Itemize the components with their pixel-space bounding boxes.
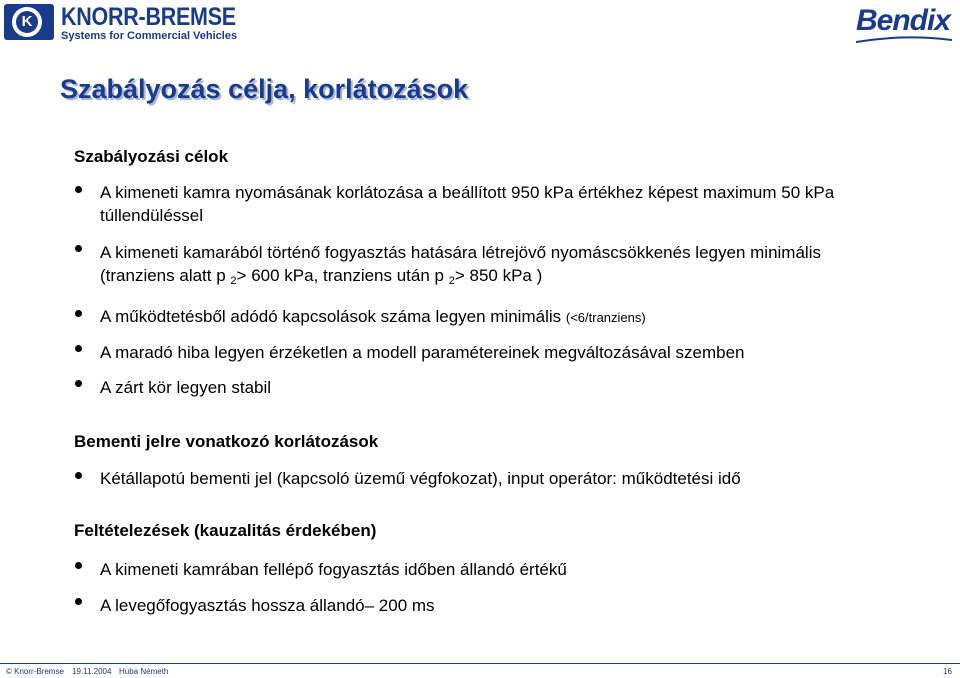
footer-date: 19.11.2004 — [72, 667, 112, 676]
input-constraints-item-1: Kétállapotú bementi jel (kapcsoló üzemű végfokozat), input operátor: működtetési idő — [100, 469, 741, 488]
bullet-icon — [75, 345, 82, 352]
bullet-icon — [75, 380, 82, 387]
bendix-logo-swoosh-icon — [856, 36, 952, 44]
bullet-icon — [75, 310, 82, 317]
goals-item-2: A kimeneti kamarából történő fogyasztás hatására létrejövő nyomáscsökkenés legyen minimális (tranziens alatt p $_2$> 600 kPa, tranziens után p $_2$> 850 kPa ) — [100, 243, 821, 287]
footer-company: © Knorr-Bremse — [6, 667, 64, 676]
bullet-icon — [75, 245, 82, 252]
slide-title: Szabályozás célja, korlátozások — [60, 74, 469, 104]
bullet-icon — [75, 598, 82, 605]
knorr-bremse-emblem-icon: K — [4, 4, 54, 40]
knorr-bremse-logo-tagline: Systems for Commercial Vehicles — [61, 30, 238, 42]
footer-divider — [0, 663, 960, 664]
footer-author: Huba Németh — [119, 667, 169, 676]
bendix-logo: Bendix — [855, 4, 950, 37]
goals-item-4: A maradó hiba legyen érzéketlen a modell paramétereinek megváltozásával szemben — [100, 343, 745, 362]
input-constraints-heading: Bementi jelre vonatkozó korlátozások — [74, 432, 379, 451]
assumptions-heading: Feltételezések (kauzalitás érdekében) — [74, 521, 377, 540]
knorr-bremse-logo — [4, 3, 238, 42]
goals-item-5: A zárt kör legyen stabil — [100, 378, 272, 397]
bullet-icon — [75, 186, 82, 193]
goals-item-1: A kimeneti kamra nyomásának korlátozása a beállított 950 kPa értékhez képest maximum 50 kPa túllendüléssel — [100, 183, 835, 225]
goals-heading: Szabályozási célok — [74, 147, 229, 166]
knorr-bremse-logo-name: KNORR-BREMSE — [61, 3, 236, 31]
bullet-icon — [75, 472, 82, 479]
goals-item-3: A működtetésből adódó kapcsolások száma legyen minimális (<6/tranziens) — [100, 307, 646, 326]
assumptions-item-2: A levegőfogyasztás hossza állandó– 200 ms — [100, 596, 435, 615]
assumptions-item-1: A kimeneti kamrában fellépő fogyasztás időben állandó értékű — [100, 560, 567, 579]
footer-page-number: 16 — [943, 667, 952, 676]
bullet-icon — [75, 562, 82, 569]
